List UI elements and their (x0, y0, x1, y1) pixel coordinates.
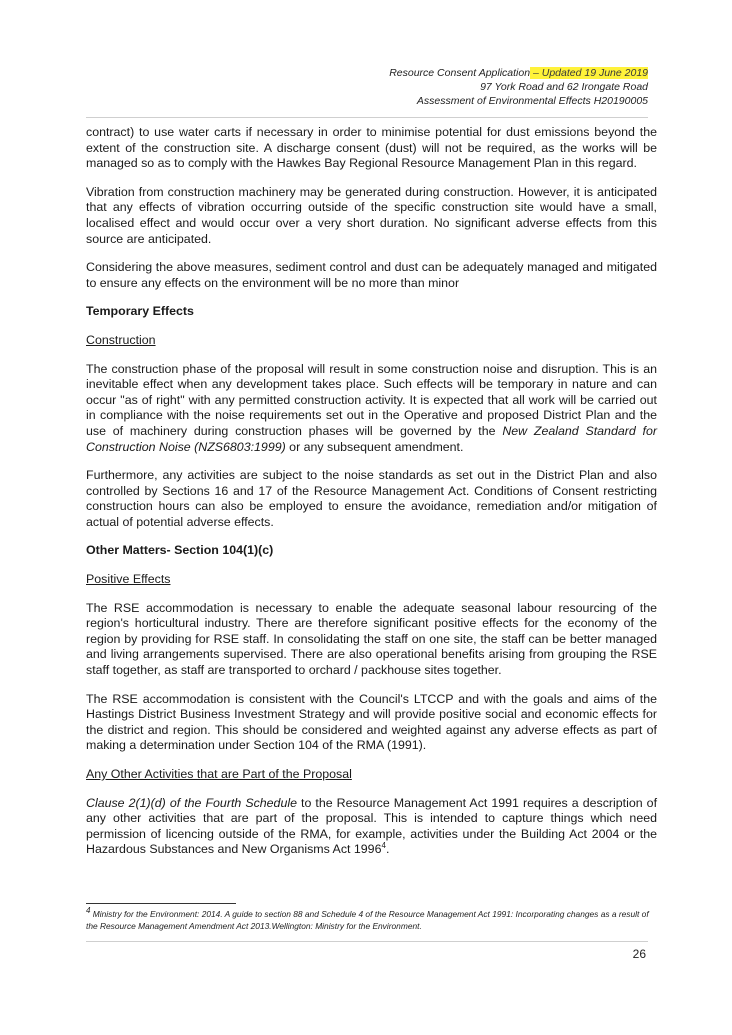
header-updated-highlight: – Updated 19 June 2019 (530, 67, 648, 79)
paragraph-construction-noise (86, 362, 657, 456)
paragraph-vibration: Vibration from construction machinery may be generated during construction. However, it is anticipated that any effects of vibration occurring outside of the specific construction site would have a small, localised effect and would occur over a very short duration. No significant adverse effects from this source are anticipated. (86, 184, 657, 246)
paragraph-text: to the Resource Management Act 1991 requires a description of any other activities that are part of the proposal. This is intended to capture things which need permission of licencing outside of the RMA, for example, activities under the Building Act 2004 or the Hazardous Substances and New Organisms Act 1996 (86, 795, 658, 857)
subheading-positive-effects: Positive Effects (86, 572, 171, 587)
paragraph-rse-necessity: The RSE accommodation is necessary to enable the adequate seasonal labour resourcing of the region's horticultural industry. There are therefore significant positive effects for the economy of the region by providing for RSE staff. In consolidating the staff on one site, the staff can be better managed and living arrangements supervised. There are also operational benefits arising from grouping the RSE staff together, as staff are transported to orchard / packhouse sites together. (86, 600, 657, 678)
header-line-1 (389, 66, 648, 80)
header-divider (86, 117, 648, 118)
page-number: 26 (632, 947, 646, 961)
header-address: 97 York Road and 62 Irongate Road (480, 81, 648, 93)
document-body (86, 125, 657, 871)
footnote-text: Ministry for the Environment: 2014. A guide to section 88 and Schedule 4 of the Resource Management Act 1991: Incorporating changes as a result of the Resource Management Amendment Act 2013.Wellington: Ministry for the Environment. (86, 909, 649, 931)
clause-reference: Clause 2(1)(d) of the Fourth Schedule (86, 795, 297, 810)
paragraph-text: or any subsequent amendment. (285, 439, 464, 454)
footer-divider (86, 941, 648, 942)
subheading-construction: Construction (86, 332, 156, 347)
paragraph-noise-standards: Furthermore, any activities are subject to the noise standards as set out in the District Plan and also controlled by Sections 16 and 17 of the Resource Management Act. Conditions of Consent restricting construction hours can also be employed to ensure the avoidance, remediation and/or mitigation of actual of potential adverse effects. (86, 468, 657, 529)
paragraph-rse-consistency: The RSE accommodation is consistent with the Council's LTCCP and with the goals and aims of the Hastings District Business Investment Strategy and will provide positive social and economic effects for the district and region. This should be considered and weighted against any adverse effects as part of making a determination under Section 104 of the RMA (1991). (86, 691, 657, 753)
standard-reference: New Zealand Standard for Construction Noise (NZS6803:1999) (86, 423, 657, 454)
footnote-marker: 4 (86, 906, 91, 916)
page-header (389, 66, 648, 108)
footnote-reference: 4 (381, 841, 386, 851)
header-reference: Assessment of Environmental Effects H20190005 (416, 95, 648, 107)
heading-temporary-effects: Temporary Effects (86, 304, 194, 319)
paragraph-clause-description (86, 796, 657, 858)
paragraph-text: The construction phase of the proposal will result in some construction noise and disruption. This is an inevitable effect when any development takes place. Such effects will be temporary in nature and can occur "as of right" with any permitted construction activity. It is expected that all work will be carried out in compliance with the noise requirements set out in the Operative and proposed District Plan and the use of machinery during construction phases will be governed by the (86, 361, 657, 438)
header-title: Resource Consent Application (389, 67, 531, 79)
heading-other-matters: Other Matters- Section 104(1)(c) (86, 543, 274, 558)
subheading-other-activities: Any Other Activities that are Part of the Proposal (86, 767, 352, 781)
paragraph-sediment-summary: Considering the above measures, sediment control and dust can be adequately managed and mitigated to ensure any effects on the environment will be no more than minor (86, 260, 657, 290)
paragraph-text: . (385, 842, 390, 857)
footnote (86, 908, 657, 932)
footnote-divider (86, 903, 236, 904)
paragraph-dust-control: contract) to use water carts if necessary in order to minimise potential for dust emissions beyond the extent of the construction site. A discharge consent (dust) will not be required, as the works will be managed so as to comply with the Hawkes Bay Regional Resource Management Plan in this regard. (86, 125, 657, 171)
